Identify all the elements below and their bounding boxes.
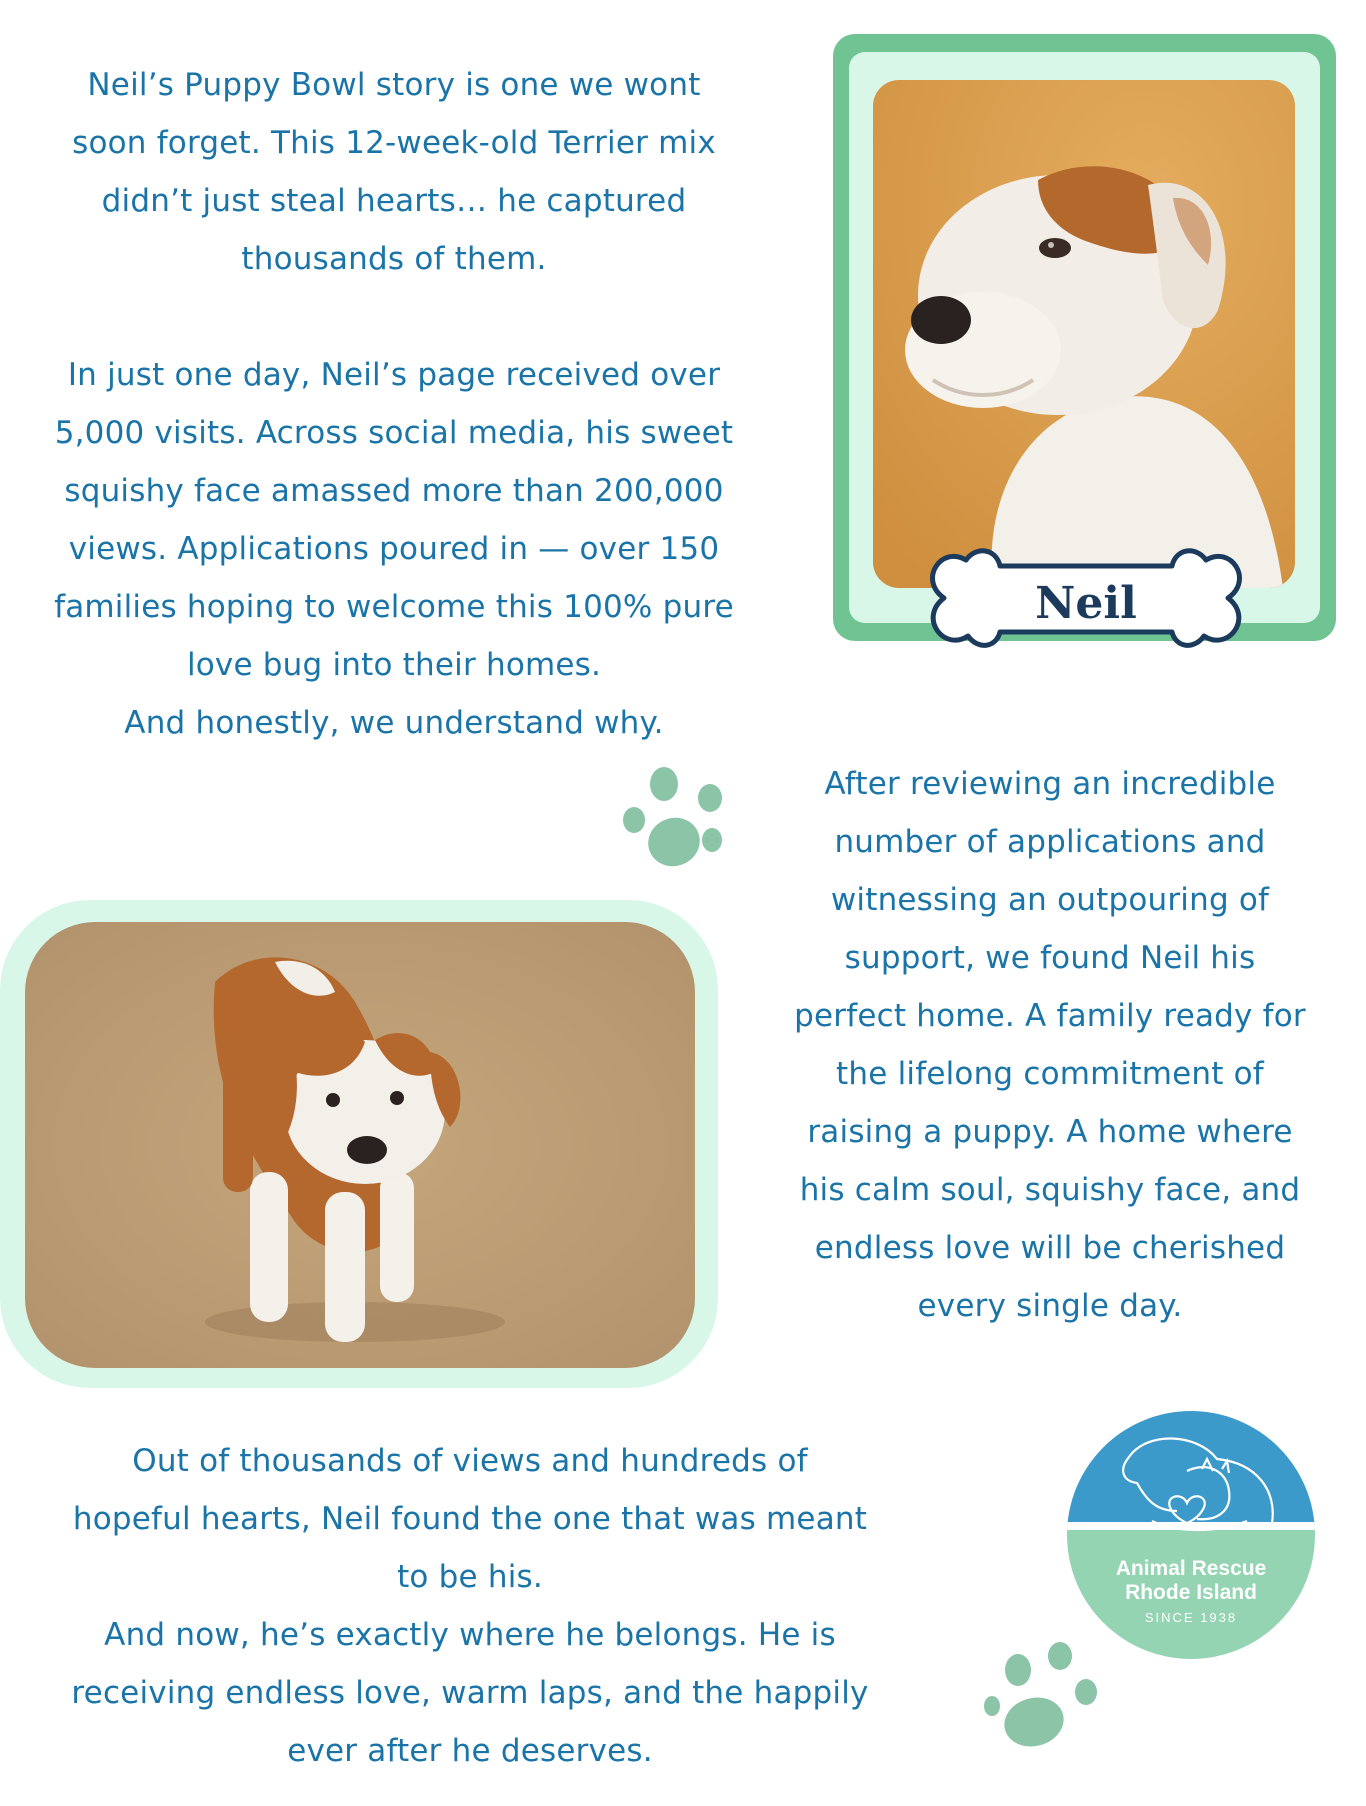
closing-line: Out of thousands of views and hundreds of [132, 1443, 808, 1479]
review-line: every single day. [917, 1288, 1183, 1324]
neil-standing-frame [0, 900, 718, 1388]
intro-line: soon forget. This 12-week-old Terrier mix [72, 125, 716, 161]
logo-since: SINCE 1938 [1144, 1610, 1238, 1625]
neil-standing-photo [25, 922, 695, 1368]
closing-paragraph [10, 1432, 930, 1780]
review-line: raising a puppy. A home where [807, 1114, 1293, 1150]
stats-line: families hoping to welcome this 100% pure [54, 589, 734, 625]
review-paragraph [750, 755, 1350, 1335]
stats-line: squishy face amassed more than 200,000 [64, 473, 724, 509]
closing-line: And now, he’s exactly where he belongs. He is [104, 1617, 836, 1653]
stats-line: 5,000 visits. Across social media, his sweet [54, 415, 734, 451]
name-bone-badge [926, 540, 1246, 660]
intro-paragraph [14, 56, 774, 288]
logo-stripe [1067, 1522, 1315, 1530]
intro-line: Neil’s Puppy Bowl story is one we wont [87, 67, 701, 103]
paw-print-icon [612, 762, 732, 882]
neil-portrait-photo [873, 80, 1295, 588]
intro-line: thousands of them. [241, 241, 547, 277]
logo-name-line2: Rhode Island [1125, 1581, 1257, 1604]
intro-line: didn’t just steal hearts… he captured [101, 183, 687, 219]
stats-line: love bug into their homes. [186, 647, 602, 683]
review-line: support, we found Neil his [844, 940, 1256, 976]
review-line: witnessing an outpouring of [830, 882, 1270, 918]
stats-line: And honestly, we understand why. [124, 705, 664, 741]
closing-line: hopeful hearts, Neil found the one that was meant [72, 1501, 868, 1537]
stats-line: In just one day, Neil’s page received over [67, 357, 721, 393]
closing-line: to be his. [397, 1559, 543, 1595]
review-line: his calm soul, squishy face, and [799, 1172, 1301, 1208]
puppy-name-label: Neil [1035, 578, 1137, 629]
review-line: endless love will be cherished [814, 1230, 1286, 1266]
stats-line: views. Applications poured in — over 150 [68, 531, 720, 567]
closing-line: ever after he deserves. [287, 1733, 653, 1769]
paw-print-icon [982, 1640, 1102, 1760]
stats-paragraph [14, 346, 774, 752]
closing-line: receiving endless love, warm laps, and the happily [71, 1675, 869, 1711]
review-line: perfect home. A family ready for [794, 998, 1306, 1034]
animal-rescue-logo [1067, 1411, 1315, 1659]
logo-name-line1: Animal Rescue [1115, 1557, 1267, 1580]
review-line: After reviewing an incredible [824, 766, 1276, 802]
review-line: number of applications and [834, 824, 1266, 860]
review-line: the lifelong commitment of [836, 1056, 1264, 1092]
neil-portrait-frame [833, 34, 1336, 641]
